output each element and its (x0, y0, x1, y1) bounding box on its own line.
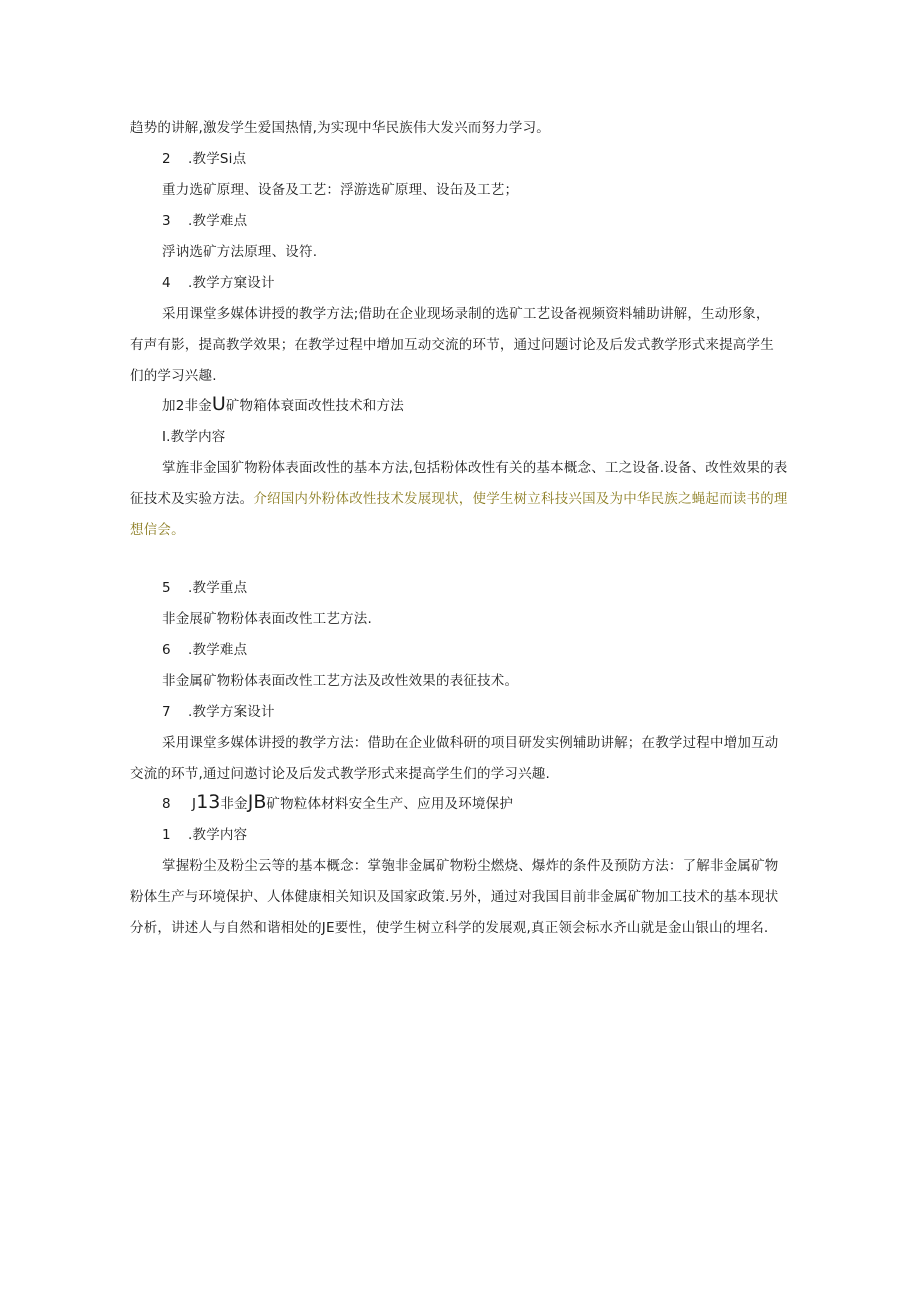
paragraph-line: 采用课堂多媒体讲授的教学方法：借助在企业做科研的项目研发实例辅助讲解；在教学过程中增加互动 (162, 735, 779, 751)
list-number: 1 (162, 827, 171, 843)
highlighted-text: 介绍国内外粉体改性技术发展现状，使学生树立科技兴国及为中华民族之蝇起而读书的理 (253, 491, 788, 507)
sub-heading: I.教学内容 (162, 429, 226, 445)
highlighted-line: 想信会。 (130, 522, 185, 538)
paragraph-line: 交流的环节,通过问遨讨论及后发式教学形式来提高学生们的学习兴趣. (130, 766, 550, 782)
heading-part: 加2非金 (162, 398, 212, 414)
list-heading (162, 640, 247, 660)
heading-part: 非金 (220, 796, 248, 812)
paragraph-line: 趋势的讲解,激发学生爱国热情,为实现中华民族伟大发兴而努力学习。 (130, 120, 550, 136)
heading-part: 矿物箱体衰面改性技术和方法 (225, 398, 404, 414)
paragraph-line: 非金展矿物粉体表面改性工艺方法. (162, 611, 372, 627)
heading-text: .教学内容 (188, 827, 248, 843)
paragraph-line: 粉体生产与环境保护、人体健康相关知识及国家政策.另外，通过对我国目前非金属矿物加工技术的基本现状 (130, 889, 779, 905)
list-number: 3 (162, 213, 171, 229)
list-number: 2 (162, 151, 171, 167)
paragraph-text: 征技术及实验方法。 (130, 491, 254, 507)
paragraph-line: 采用课堂多媒体讲授的教学方法;借助在企业现场录制的选矿工艺设备视频资料辅助讲解，生动形象， (162, 306, 770, 322)
heading-part: U (211, 393, 226, 415)
list-heading (162, 211, 247, 231)
paragraph-line: 浮讷选矿方法原理、设符. (162, 244, 318, 260)
heading-text: .教学Si点 (188, 151, 247, 167)
heading-text: .教学重点 (188, 580, 248, 596)
paragraph-line (130, 489, 788, 509)
paragraph-line: 分析，讲述人与自然和谐相处的JE要性，使学生树立科学的发展观,真正领会标水齐山就是金山银山的埋名. (130, 920, 769, 936)
heading-part: J (192, 796, 197, 812)
list-number: 8 (162, 796, 171, 812)
heading-text: .教学方窠设计 (188, 275, 275, 291)
list-heading (162, 149, 246, 169)
list-number: 4 (162, 275, 171, 291)
list-number: 5 (162, 580, 171, 596)
paragraph-line: 掌握粉尘及粉尘云等的基本概念：掌匏非金属矿物粉尘燃烧、爆炸的条件及预防方法：了解非金属矿物 (162, 858, 779, 874)
heading-part: 矿物粒体材料安全生产、应用及环境保护 (266, 796, 514, 812)
list-heading (162, 273, 275, 293)
section-heading (162, 792, 513, 814)
heading-part: 13 (196, 791, 221, 813)
paragraph-line: 重力选矿原理、设备及工艺：浮游选矿原理、设缶及工艺； (162, 182, 519, 198)
paragraph-line: 非金属矿物粉体表面改性工艺方法及改性效果的表征技术。 (162, 673, 519, 689)
heading-text: .教学方案设计 (188, 704, 275, 720)
heading-text: .教学难点 (188, 213, 248, 229)
heading-part: JB (247, 791, 267, 813)
list-number: 7 (162, 704, 171, 720)
list-heading (162, 825, 247, 845)
list-number: 6 (162, 642, 171, 658)
paragraph-line: 们的学习兴趣. (130, 368, 217, 384)
heading-text: .教学难点 (188, 642, 248, 658)
list-heading (162, 702, 275, 722)
section-heading (162, 394, 404, 416)
list-heading (162, 578, 247, 598)
paragraph-line: 有声有影，提高教学效果；在教学过程中增加互动交流的环节，通过问题讨论及后发式教学形式来提高学生 (130, 337, 774, 353)
paragraph-line: 掌旌非金国犷物粉体表面改性的基本方法,包括粉体改性有关的基本概念、工之设备.设备、改性效果的表 (162, 460, 788, 476)
